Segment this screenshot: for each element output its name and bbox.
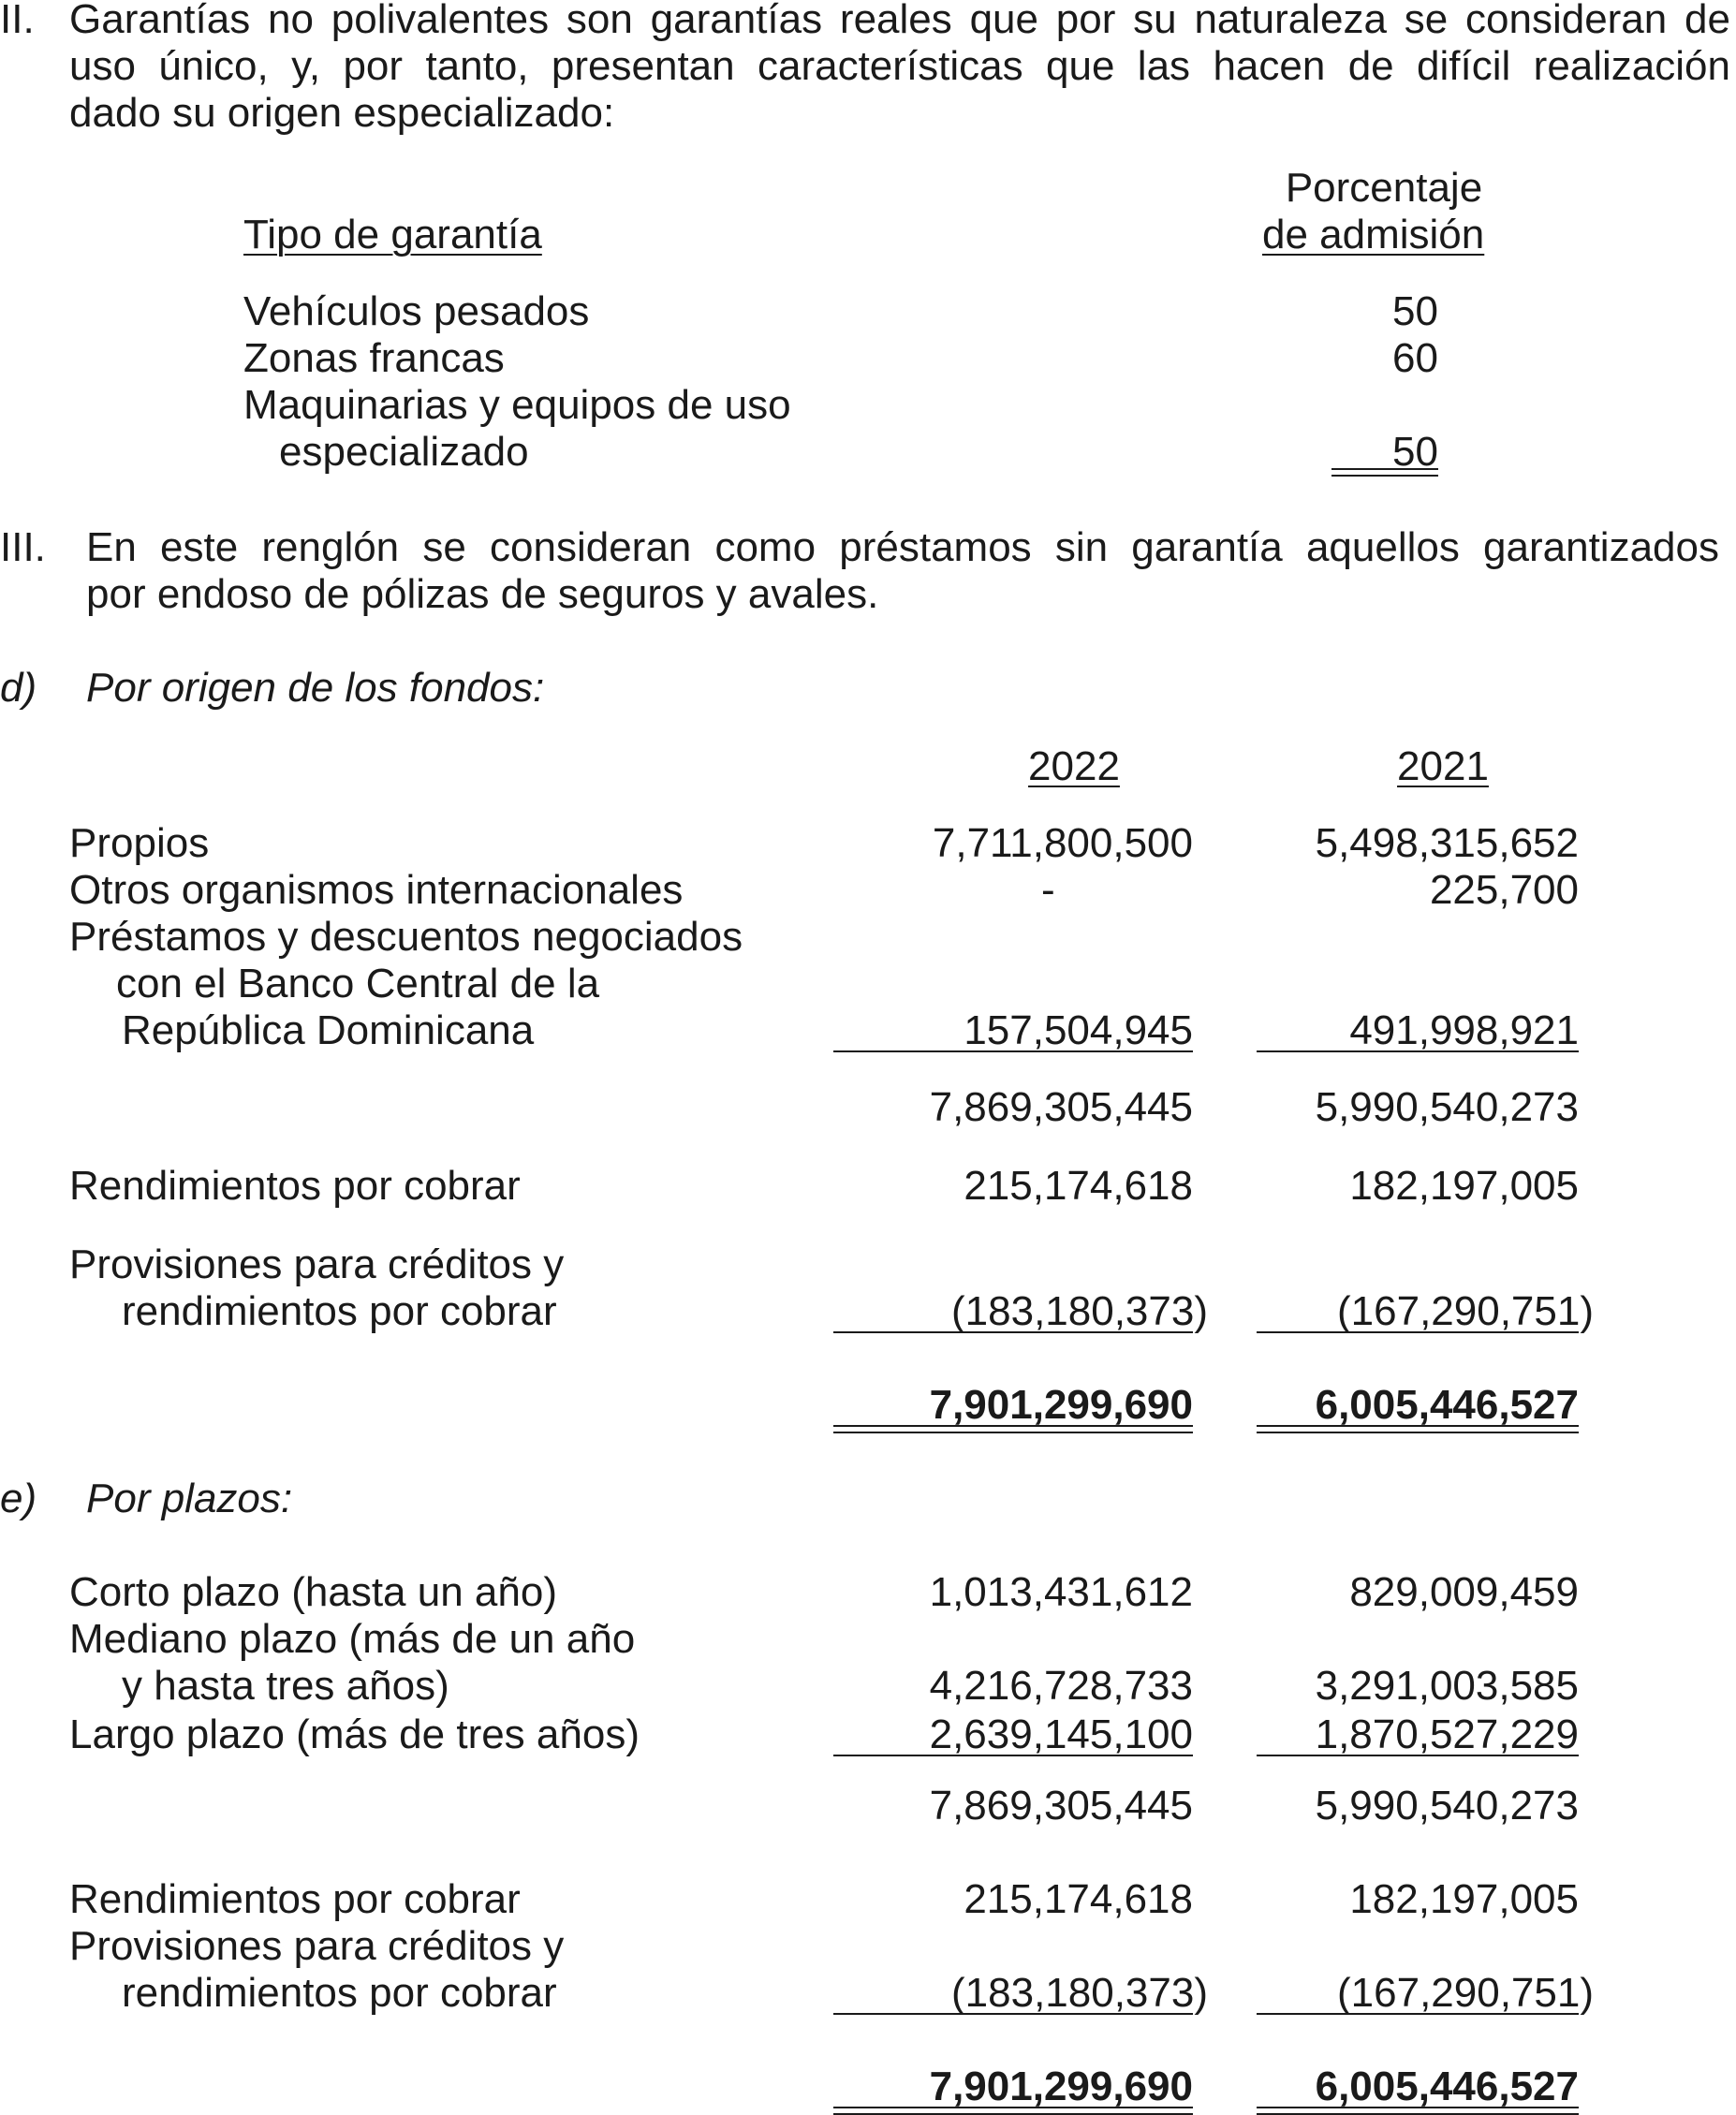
row-label: rendimientos por cobrar [122,1288,557,1334]
underline [1257,1050,1579,1052]
section-iii-line-2: por endoso de pólizas de seguros y avales. [86,571,879,617]
row-label: República Dominicana [122,1007,535,1053]
row-label: y hasta tres años) [122,1663,449,1709]
section-ii-line-3: dado su origen especializado: [69,90,615,136]
subtotal-2021: 5,990,540,273 [1315,1084,1579,1130]
total-2021: 6,005,446,527 [1315,1382,1579,1428]
row-label: Propios [69,820,210,866]
section-iii-marker: III. [0,524,46,570]
value-2022: - [1041,867,1055,913]
value-2022: (183,180,373) [951,1970,1208,2016]
value-2022: 4,216,728,733 [929,1663,1193,1709]
double-underline [1331,468,1438,477]
guarantee-row-value: 60 [1392,335,1438,381]
value-2022: (183,180,373) [951,1288,1208,1334]
value-2022: 157,504,945 [964,1007,1193,1053]
underline [1257,2013,1579,2015]
value-2022: 215,174,618 [964,1163,1193,1209]
value-2021: (167,290,751) [1337,1970,1594,2016]
section-e-title: Por plazos: [86,1476,293,1521]
underline [833,1331,1193,1333]
underline [833,1050,1193,1052]
header-percentage-line-2: de admisión [1262,212,1485,257]
value-2021: 3,291,003,585 [1315,1663,1579,1709]
subtotal-2021: 5,990,540,273 [1315,1783,1579,1829]
column-header-2022: 2022 [1028,743,1120,789]
row-label: con el Banco Central de la [116,961,600,1006]
value-2021: 491,998,921 [1349,1007,1579,1053]
value-2021: (167,290,751) [1337,1288,1594,1334]
value-2021: 1,870,527,229 [1315,1711,1579,1757]
section-ii-line-2: uso único, y, por tanto, presentan características que las hacen de difícil realización [69,43,1730,89]
section-d-title: Por origen de los fondos: [86,665,545,711]
section-d-marker: d) [0,665,37,711]
value-2021: 182,197,005 [1349,1163,1579,1209]
guarantee-row-label: Maquinarias y equipos de uso [243,382,791,428]
double-underline [1257,1425,1579,1433]
row-label: Mediano plazo (más de un año [69,1616,636,1662]
value-2021: 5,498,315,652 [1315,820,1579,866]
value-2021: 829,009,459 [1349,1569,1579,1615]
underline [1257,1331,1579,1333]
section-e-marker: e) [0,1476,37,1521]
row-label: Rendimientos por cobrar [69,1163,521,1209]
guarantee-row-label: Zonas francas [243,335,505,381]
subtotal-2022: 7,869,305,445 [929,1084,1193,1130]
row-label: Largo plazo (más de tres años) [69,1711,640,1757]
header-percentage-line-1: Porcentaje [1285,165,1483,211]
underline [833,2013,1193,2015]
section-iii-line-1: En este renglón se consideran como préstamos sin garantía aquellos garantizados [86,524,1719,570]
value-2021: 182,197,005 [1349,1876,1579,1922]
value-2022: 1,013,431,612 [929,1569,1193,1615]
value-2021: 225,700 [1429,867,1579,913]
row-label: Provisiones para créditos y [69,1923,565,1969]
section-ii-line-1: Garantías no polivalentes son garantías reales que por su naturaleza se consideran de [69,0,1730,42]
row-label: Préstamos y descuentos negociados [69,914,743,960]
row-label: Rendimientos por cobrar [69,1876,521,1922]
total-2022: 7,901,299,690 [929,2064,1193,2109]
row-label: Provisiones para créditos y [69,1241,565,1287]
value-2022: 7,711,800,500 [932,820,1193,866]
total-2022: 7,901,299,690 [929,1382,1193,1428]
double-underline [833,2107,1193,2115]
value-2022: 2,639,145,100 [929,1711,1193,1757]
underline [833,1755,1193,1756]
column-header-2021: 2021 [1397,743,1489,789]
guarantee-row-value: 50 [1392,429,1438,475]
double-underline [833,1425,1193,1433]
value-2022: 215,174,618 [964,1876,1193,1922]
subtotal-2022: 7,869,305,445 [929,1783,1193,1829]
guarantee-row-label: Vehículos pesados [243,288,590,334]
total-2021: 6,005,446,527 [1315,2064,1579,2109]
guarantee-row-label: especializado [279,429,529,475]
row-label: Corto plazo (hasta un año) [69,1569,557,1615]
section-ii-marker: II. [0,0,35,42]
header-guarantee-type: Tipo de garantía [243,212,542,257]
row-label: rendimientos por cobrar [122,1970,557,2016]
underline [1257,1755,1579,1756]
double-underline [1257,2107,1579,2115]
row-label: Otros organismos internacionales [69,867,684,913]
guarantee-row-value: 50 [1392,288,1438,334]
